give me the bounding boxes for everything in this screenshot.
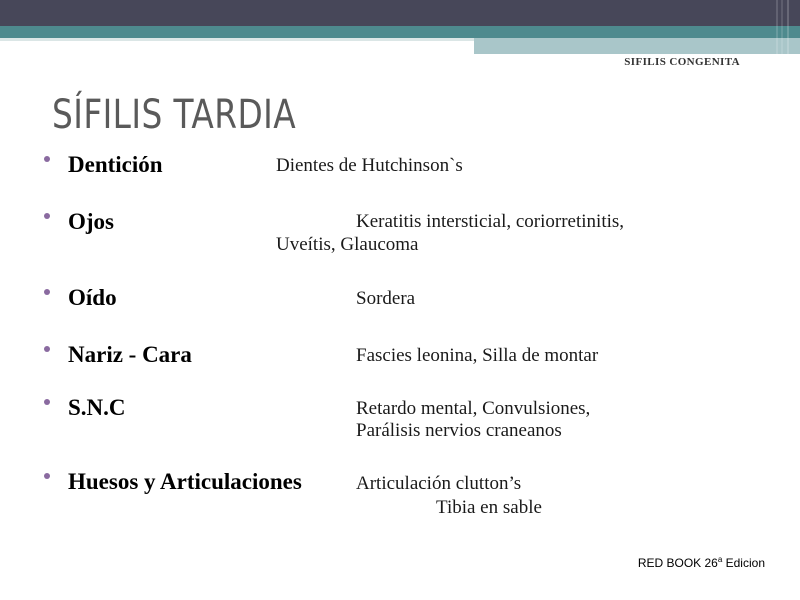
- term-label: Oído: [68, 285, 117, 310]
- bullet-icon: [44, 213, 50, 219]
- bullet-icon: [44, 156, 50, 162]
- header-band-light: [474, 38, 800, 54]
- header-band-texture: [776, 0, 800, 54]
- header-band-dark: [0, 0, 800, 26]
- description-line: Sordera: [356, 288, 416, 309]
- term-label: Huesos y Articulaciones: [68, 469, 302, 494]
- description-line: Fascies leonina, Silla de montar: [356, 345, 599, 366]
- header-tag: SIFILIS CONGENITA: [624, 56, 740, 68]
- description-line: Dientes de Hutchinson`s: [276, 155, 463, 176]
- bullet-icon: [44, 346, 50, 352]
- term-label: S.N.C: [68, 395, 126, 420]
- description-line: Keratitis intersticial, coriorretinitis,: [356, 211, 625, 232]
- slide-title: SÍFILIS TARDIA: [52, 92, 297, 138]
- bullet-icon: [44, 473, 50, 479]
- footer-suffix: Edicion: [722, 556, 765, 570]
- footer-reference: [638, 555, 765, 570]
- bullet-icon: [44, 289, 50, 295]
- term-label: Ojos: [68, 209, 114, 234]
- description-line: Tibia en sable: [436, 497, 542, 518]
- description-line: Articulación clutton’s: [356, 473, 522, 494]
- footer-text: RED BOOK 26: [637, 556, 718, 570]
- bullet-icon: [44, 399, 50, 405]
- header-band-teal: [0, 26, 800, 38]
- description-line: Uveítis, Glaucoma: [276, 234, 419, 255]
- description-line: Retardo mental, Convulsiones,: [356, 398, 591, 419]
- term-label: Dentición: [68, 152, 163, 177]
- header-band-strip: [0, 38, 474, 41]
- term-label: Nariz - Cara: [68, 342, 192, 367]
- description-line: Parálisis nervios craneanos: [356, 420, 562, 441]
- footer-superscript: a: [717, 555, 723, 564]
